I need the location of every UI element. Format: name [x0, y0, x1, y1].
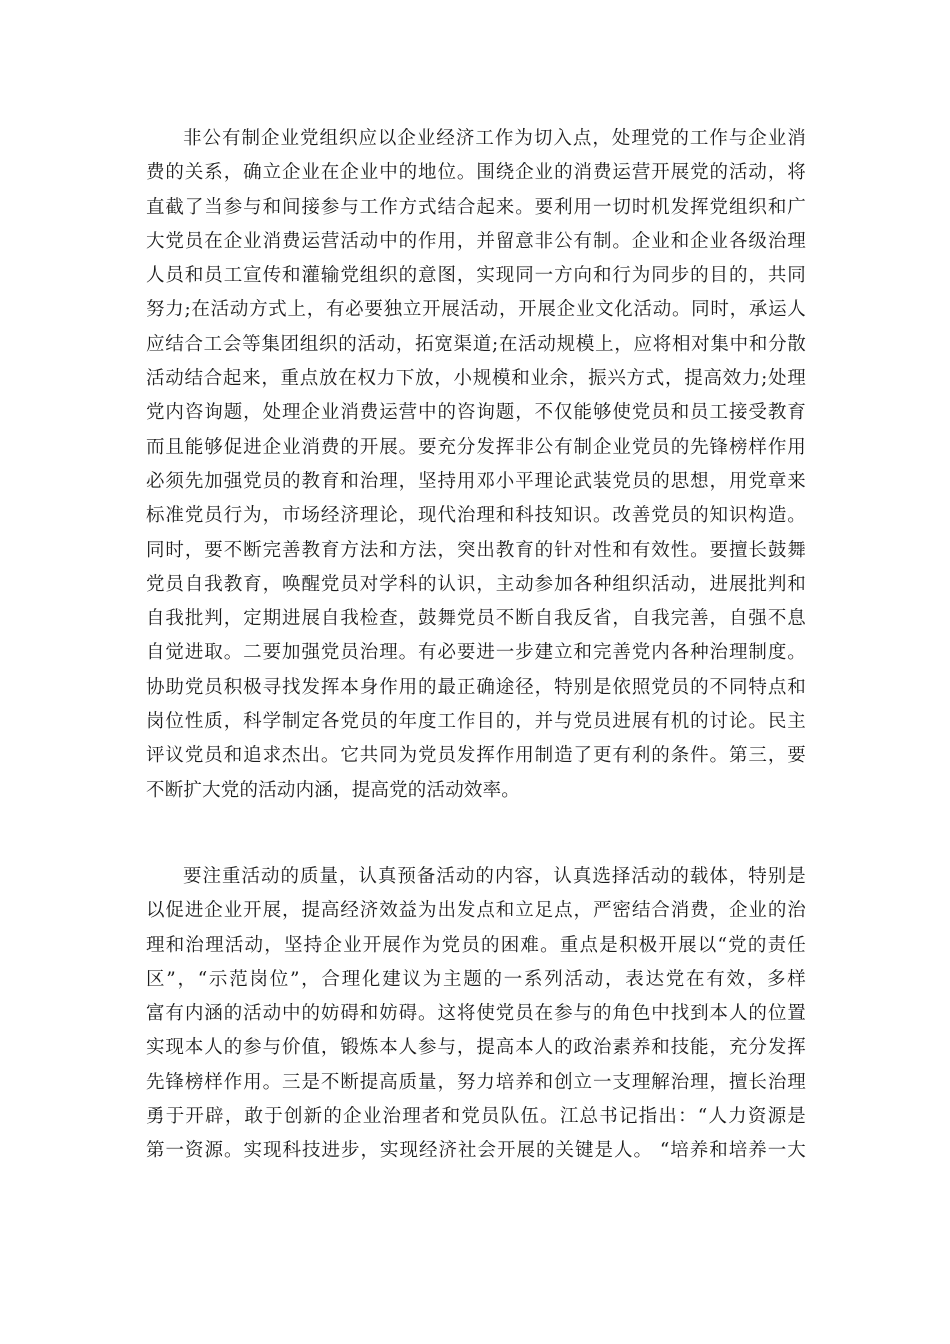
text-line: 勇于开辟，敢于创新的企业治理者和党员队伍。江总书记指出：“人力资源是	[146, 1106, 806, 1128]
text-line: 自觉进取。二要加强党员治理。有必要进一步建立和完善党内各种治理制度。	[146, 642, 806, 664]
text-line: 岗位性质，科学制定各党员的年度工作目的，并与党员进展有机的讨论。民主	[146, 711, 806, 733]
paragraph-1	[146, 122, 806, 808]
text-line: 实现本人的参与价值，锻炼本人参与，提高本人的政治素养和技能，充分发挥	[146, 1037, 806, 1059]
text-line: 活动结合起来，重点放在权力下放，小规模和业余，振兴方式，提高效力;处理	[146, 368, 806, 390]
text-line: 党内咨询题，处理企业消费运营中的咨询题，不仅能够使党员和员工接受教育	[146, 402, 806, 424]
text-line: 大党员在企业消费运营活动中的作用，并留意非公有制。企业和企业各级治理	[146, 230, 806, 252]
text-line: 不断扩大党的活动内涵，提高党的活动效率。	[146, 779, 521, 801]
text-line: 理和治理活动，坚持企业开展作为党员的困难。重点是积极开展以“党的责任	[146, 934, 806, 956]
text-line: 区”，“示范岗位”，合理化建议为主题的一系列活动，表达党在有效，多样	[146, 968, 806, 990]
text-line: 非公有制企业党组织应以企业经济工作为切入点，处理党的工作与企业消	[183, 128, 806, 149]
text-line: 努力;在活动方式上，有必要独立开展活动，开展企业文化活动。同时，承运人	[146, 299, 806, 321]
text-line: 以促进企业开展，提高经济效益为出发点和立足点，严密结合消费，企业的治	[146, 900, 806, 922]
text-line: 自我批判，定期进展自我检查，鼓舞党员不断自我反省，自我完善，自强不息	[146, 608, 806, 630]
text-line: 同时，要不断完善教育方法和方法，突出教育的针对性和有效性。要擅长鼓舞	[146, 539, 806, 561]
text-line: 费的关系，确立企业在企业中的地位。围绕企业的消费运营开展党的活动，将	[146, 162, 806, 184]
text-line: 党员自我教育，唤醒党员对学科的认识，主动参加各种组织活动，进展批判和	[146, 573, 806, 595]
text-line: 要注重活动的质量，认真预备活动的内容，认真选择活动的载体，特别是	[183, 866, 806, 887]
text-line: 直截了当参与和间接参与工作方式结合起来。要利用一切时机发挥党组织和广	[146, 196, 806, 218]
text-line: 人员和员工宣传和灌输党组织的意图，实现同一方向和行为同步的目的，共同	[146, 265, 806, 287]
text-line: 协助党员积极寻找发挥本身作用的最正确途径，特别是依照党员的不同特点和	[146, 676, 806, 698]
text-line: 应结合工会等集团组织的活动，拓宽渠道;在活动规模上，应将相对集中和分散	[146, 333, 806, 355]
text-line: 必须先加强党员的教育和治理，坚持用邓小平理论武装党员的思想，用党章来	[146, 470, 806, 492]
paragraph-2	[146, 860, 806, 1169]
text-line: 标准党员行为，市场经济理论，现代治理和科技知识。改善党员的知识构造。	[146, 505, 806, 527]
text-line: 评议党员和追求杰出。它共同为党员发挥作用制造了更有利的条件。第三，要	[146, 745, 806, 767]
text-line: 而且能够促进企业消费的开展。要充分发挥非公有制企业党员的先锋榜样作用	[146, 436, 806, 458]
text-line: 先锋榜样作用。三是不断提高质量，努力培养和创立一支理解治理，擅长治理	[146, 1071, 806, 1093]
text-line: 第一资源。实现科技进步，实现经济社会开展的关键是人。 “培养和培养一大	[146, 1140, 806, 1162]
text-line: 富有内涵的活动中的妨碍和妨碍。这将使党员在参与的角色中找到本人的位置	[146, 1003, 806, 1025]
